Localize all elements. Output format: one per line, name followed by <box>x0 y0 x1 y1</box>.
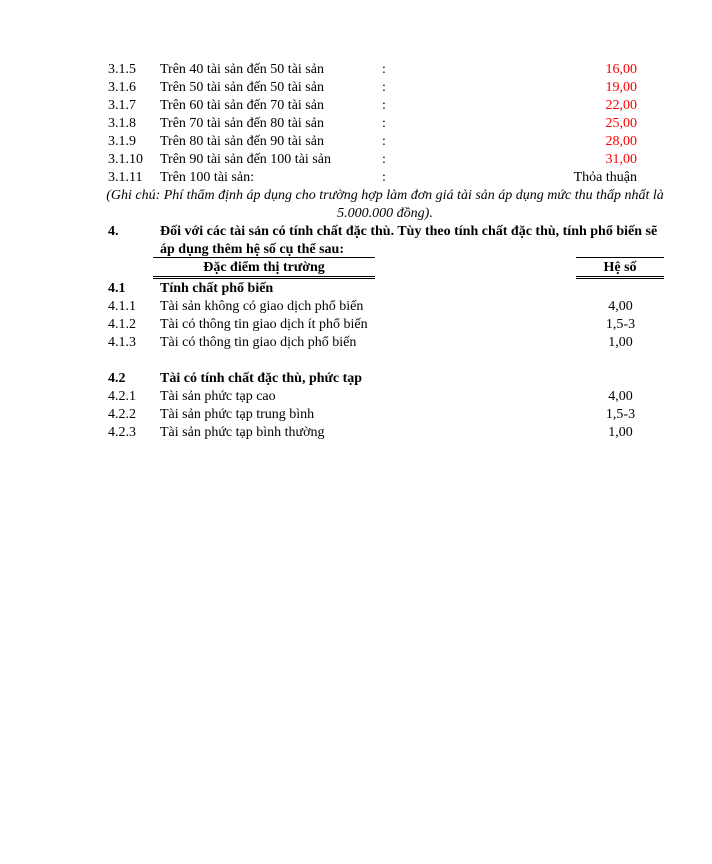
section-heading: Đối với các tài sản có tính chất đặc thù. Tùy theo tính chất đặc thù, tính phổ biến sẽ áp dụng thêm hệ số cụ thể sau: <box>160 224 658 257</box>
group-heading <box>0 280 712 298</box>
row-value: 16,00 <box>605 62 637 77</box>
row-coefficient: 4,00 <box>608 299 633 314</box>
row-value: 22,00 <box>605 98 637 113</box>
row-number: 4.2.2 <box>108 407 136 422</box>
row-label: Tài sản phức tạp cao <box>160 389 276 404</box>
group-number: 4.1 <box>108 281 126 296</box>
row-colon: : <box>382 80 386 95</box>
row-label: Trên 90 tài sản đến 100 tài sản <box>160 152 331 167</box>
row-label: Tài sản phức tạp bình thường <box>160 425 325 440</box>
row-number: 3.1.11 <box>108 170 143 185</box>
section-number: 4. <box>108 224 119 239</box>
row-number: 3.1.9 <box>108 134 136 149</box>
row-value: 28,00 <box>605 134 637 149</box>
row-colon: : <box>382 134 386 149</box>
row-coefficient: 1,5-3 <box>605 407 636 422</box>
row-number: 4.2.3 <box>108 425 136 440</box>
row-label: Trên 80 tài sản đến 90 tài sản <box>160 134 324 149</box>
row-colon: : <box>382 170 386 185</box>
fee-note: (Ghi chú: Phí thẩm định áp dụng cho trường hợp làm đơn giá tài sản áp dụng mức thu thấp nhất là 5.000.000 đồng). <box>106 188 664 221</box>
pricing-row <box>0 97 712 115</box>
row-label: Tài sản phức tạp trung bình <box>160 407 315 422</box>
row-coefficient: 1,00 <box>608 425 633 440</box>
row-number: 3.1.8 <box>108 116 136 131</box>
row-number: 3.1.7 <box>108 98 136 113</box>
group-title: Tài có tính chất đặc thù, phức tạp <box>160 371 363 386</box>
row-value: 25,00 <box>605 116 637 131</box>
row-number: 4.1.1 <box>108 299 136 314</box>
row-label: Trên 40 tài sản đến 50 tài sản <box>160 62 324 77</box>
group-number: 4.2 <box>108 371 126 386</box>
row-colon: : <box>382 116 386 131</box>
table-row <box>0 316 712 334</box>
header-top-rule-left <box>153 257 375 258</box>
header-top-rule-right <box>576 257 664 258</box>
row-number: 3.1.6 <box>108 80 136 95</box>
row-label: Tài sản không có giao dịch phổ biến <box>160 299 364 314</box>
row-label: Tài có thông tin giao dịch phổ biến <box>160 335 357 350</box>
row-colon: : <box>382 62 386 77</box>
pricing-row <box>0 133 712 151</box>
pricing-row <box>0 61 712 79</box>
row-label: Tài có thông tin giao dịch ít phổ biến <box>160 317 368 332</box>
table-row <box>0 334 712 370</box>
row-colon: : <box>382 98 386 113</box>
row-number: 4.1.2 <box>108 317 136 332</box>
pricing-row <box>0 151 712 169</box>
row-label: Trên 70 tài sản đến 80 tài sản <box>160 116 324 131</box>
row-number: 4.1.3 <box>108 335 136 350</box>
pricing-row <box>0 79 712 97</box>
pricing-row <box>0 115 712 133</box>
row-coefficient: 1,00 <box>608 335 633 350</box>
row-number: 3.1.5 <box>108 62 136 77</box>
row-label: Trên 60 tài sản đến 70 tài sản <box>160 98 324 113</box>
row-value: Thỏa thuận <box>573 170 637 185</box>
column-header-market: Đặc điểm thị trường <box>153 259 375 279</box>
row-label: Trên 100 tài sản: <box>160 170 254 185</box>
pricing-row <box>0 169 712 187</box>
group-title: Tính chất phổ biến <box>160 281 274 296</box>
column-header-coefficient: Hệ số <box>576 259 664 279</box>
table-row <box>0 406 712 424</box>
row-value: 19,00 <box>605 80 637 95</box>
row-value: 31,00 <box>605 152 637 167</box>
table-row <box>0 298 712 316</box>
row-number: 3.1.10 <box>108 152 143 167</box>
row-colon: : <box>382 152 386 167</box>
table-row <box>0 388 712 406</box>
table-row <box>0 424 712 442</box>
row-coefficient: 4,00 <box>608 389 633 404</box>
row-label: Trên 50 tài sản đến 50 tài sản <box>160 80 324 95</box>
row-coefficient: 1,5-3 <box>605 317 636 332</box>
group-heading <box>0 370 712 388</box>
row-number: 4.2.1 <box>108 389 136 404</box>
